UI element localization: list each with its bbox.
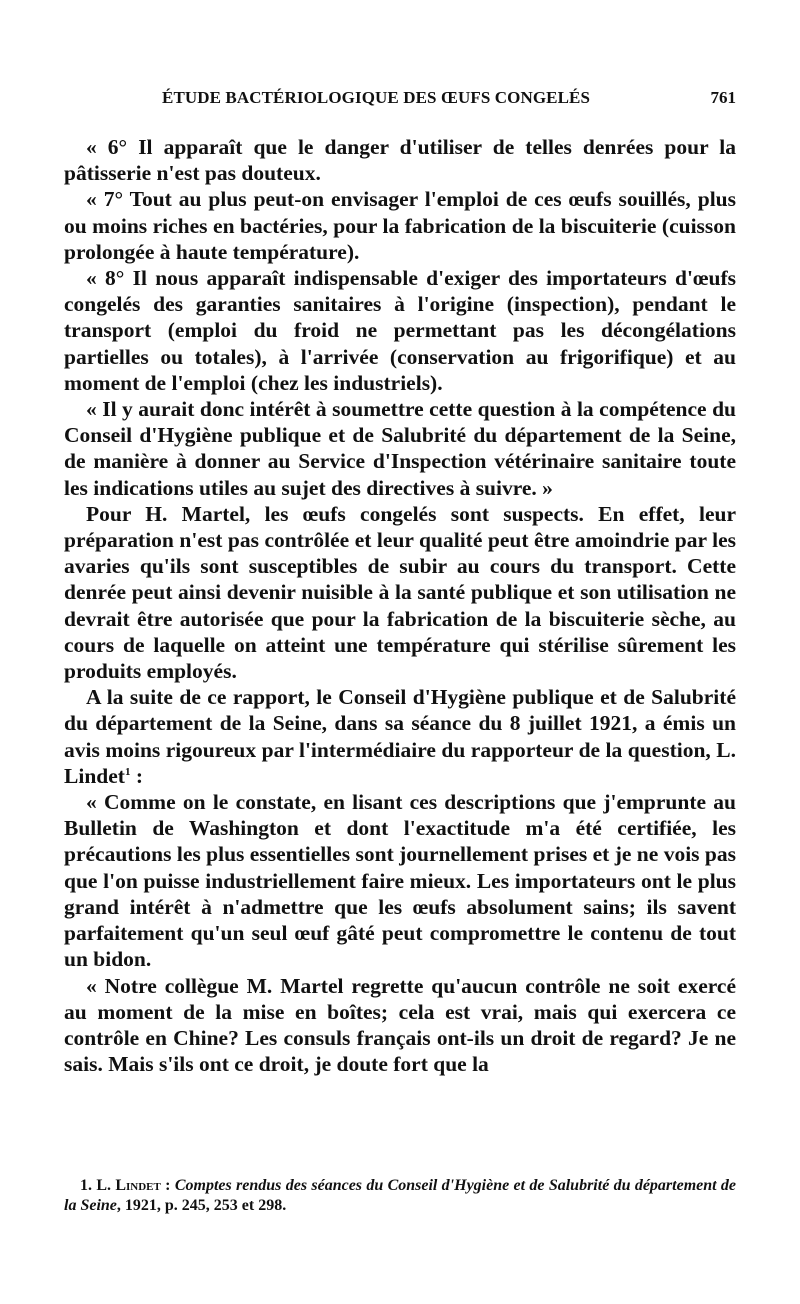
paragraph: « 7° Tout au plus peut-on envisager l'emploi de ces œufs souillés, plus ou moins riches en bactéries, pour la fabrication de la biscuiterie (cuisson prolongée à haute température). <box>64 187 736 264</box>
paragraph: « Il y aurait donc intérêt à soumettre cette question à la compétence du Conseil d'Hygiène publique et de Salubrité du département de la Seine, de manière à donner au Service d'Inspection vétérinaire sanitaire toute les indications utiles au sujet des directives à suivre. » <box>64 397 736 500</box>
paragraph: « 8° Il nous apparaît indispensable d'exiger des importateurs d'œufs congelés des garanties sanitaires à l'origine (inspection), pendant le transport (emploi du froid ne permettant pas les décongélations partielles ou totales), à l'arrivée (conservation au frigorifique) et au moment de l'emploi (chez les industriels). <box>64 266 736 395</box>
footnote-number: 1. <box>80 1177 92 1194</box>
page-number: 761 <box>710 88 736 107</box>
running-header <box>64 88 736 120</box>
paragraph: « Notre collègue M. Martel regrette qu'aucun contrôle ne soit exercé au moment de la mise en boîtes; cela est vrai, mais qui exercera ce contrôle en Chine? Les consuls français ont-ils un droit de regard? Je ne sais. Mais s'ils ont ce droit, je doute fort que la <box>64 973 736 1077</box>
footnote-marker: 1 <box>124 765 131 778</box>
running-title: ÉTUDE BACTÉRIOLOGIQUE DES ŒUFS CONGELÉS <box>162 88 591 107</box>
paragraph-text-end: : <box>130 763 143 788</box>
body-text <box>64 134 736 1077</box>
paragraph-text: A la suite de ce rapport, le Conseil d'Hygiène publique et de Salubrité du département de la Seine, dans sa séance du 8 juillet 1921, a émis un avis moins rigoureux par l'intermédiaire du rapporteur de la question, L. Lindet <box>64 685 736 788</box>
page <box>64 88 736 1077</box>
footnote <box>64 1176 736 1216</box>
footnote-title: Comptes rendus des séances du Conseil d'Hygiène et de Salubrité du département de la Seine <box>64 1177 737 1214</box>
paragraph: Pour H. Martel, les œufs congelés sont suspects. En effet, leur préparation n'est pas contrôlée et leur qualité peut être amoindrie par les avaries qu'ils sont susceptibles de subir au cours du transport. Cette denrée peut ainsi devenir nuisible à la santé publique et son utilisation ne devrait être autorisée que pour la fabrication de la biscuiterie sèche, au cours de laquelle on atteint une température qui stérilise sûrement les produits employés. <box>64 501 736 684</box>
footnote-details: , 1921, p. 245, 253 et 298. <box>116 1197 287 1214</box>
paragraph-lindet <box>64 684 736 789</box>
footnote-colon: : <box>160 1177 175 1194</box>
footnote-author: L. Lindet <box>96 1177 161 1194</box>
paragraph: « 6° Il apparaît que le danger d'utiliser de telles denrées pour la pâtisserie n'est pas douteux. <box>64 135 736 186</box>
paragraph: « Comme on le constate, en lisant ces descriptions que j'emprunte au Bulletin de Washington et dont l'exactitude m'a été certifiée, les précautions les plus essentielles sont journellement prises et je ne vois pas que l'on puisse industriellement faire mieux. Les importateurs ont le plus grand intérêt à n'admettre que les œufs absolument sains; ils savent parfaitement qu'un seul œuf gâté peut compromettre le contenu de tout un bidon. <box>64 790 736 972</box>
